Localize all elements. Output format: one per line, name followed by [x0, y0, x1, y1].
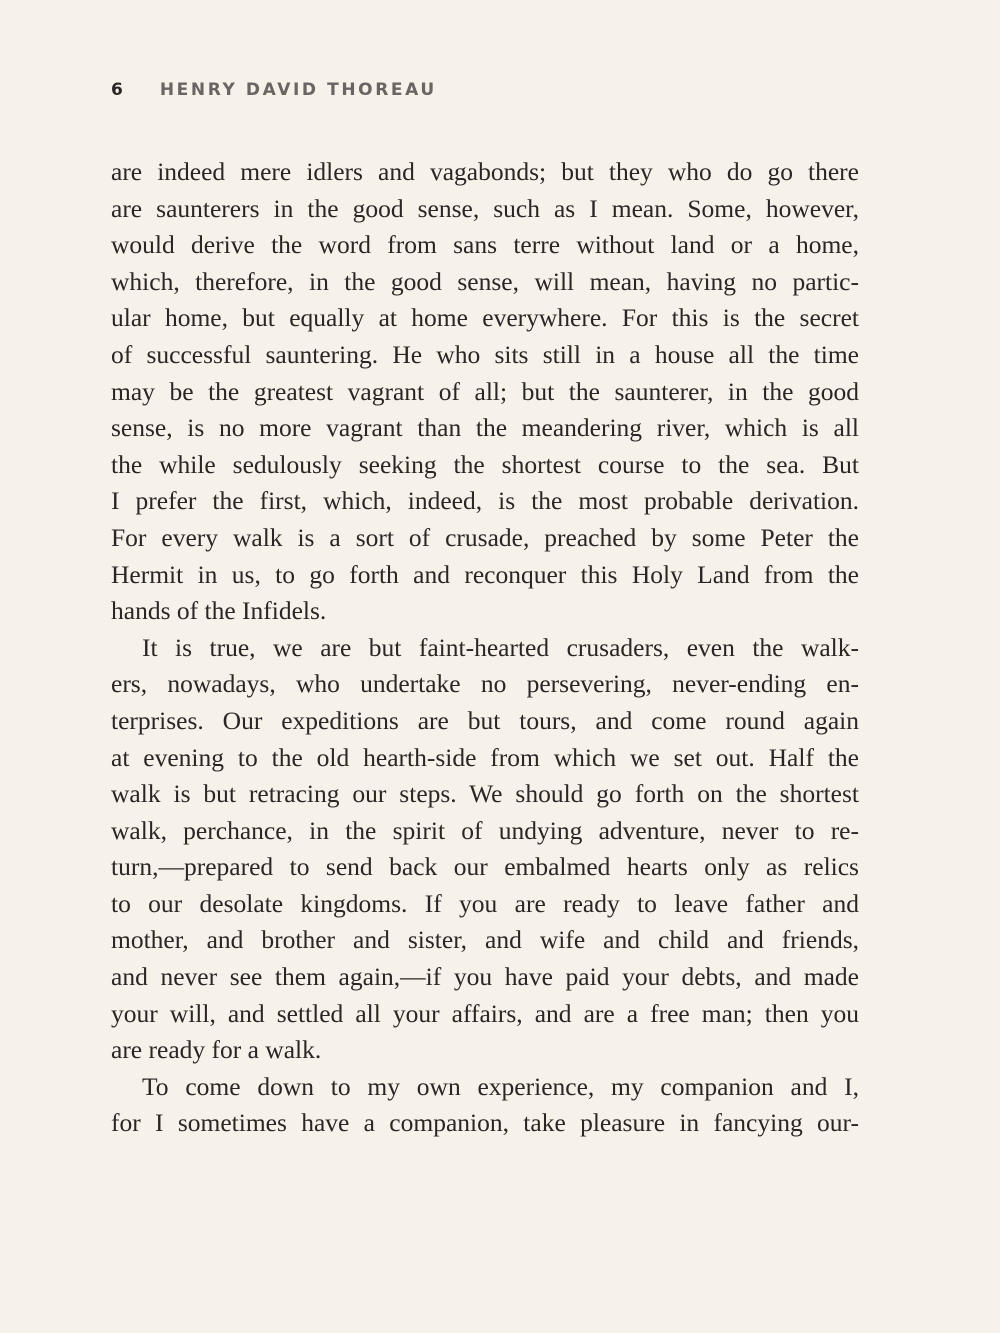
running-head-author: HENRY DAVID THOREAU	[159, 80, 437, 100]
text-line: and never see them again,—if you have paid your debts, and made	[111, 962, 859, 992]
page-number: 6	[111, 80, 123, 100]
text-line: may be the greatest vagrant of all; but the saunterer, in the good	[111, 376, 859, 406]
text-line: For every walk is a sort of crusade, preached by some Peter the	[111, 522, 859, 552]
text-line: walk is but retracing our steps. We should go forth on the shortest	[111, 779, 859, 809]
text-line: which, therefore, in the good sense, will mean, having no partic-	[111, 266, 859, 296]
text-line: turn,—prepared to send back our embalmed hearts only as relics	[111, 852, 859, 882]
book-page	[111, 80, 859, 1142]
text-line: are indeed mere idlers and vagabonds; but they who do go there	[111, 157, 859, 186]
paragraph-1	[111, 154, 859, 630]
text-line: are saunterers in the good sense, such as I mean. Some, however,	[111, 193, 859, 223]
paragraph-3	[111, 1069, 859, 1142]
text-line: terprises. Our expeditions are but tours, and come round again	[111, 705, 859, 735]
body-text	[111, 154, 859, 1142]
paragraph-2	[111, 630, 859, 1069]
text-line: of successful sauntering. He who sits still in a house all the time	[111, 339, 859, 369]
text-line: for I sometimes have a companion, take pleasure in fancying our-	[111, 1108, 859, 1138]
running-head	[111, 80, 859, 110]
text-line: mother, and brother and sister, and wife and child and friends,	[111, 925, 859, 955]
text-line: It is true, we are but faint-hearted crusaders, even the walk-	[142, 632, 859, 662]
text-line: I prefer the first, which, indeed, is the most probable derivation.	[111, 486, 859, 516]
text-line: ular home, but equally at home everywhere. For this is the secret	[111, 303, 859, 333]
text-line: at evening to the old hearth-side from which we set out. Half the	[111, 742, 859, 772]
text-line: are ready for a walk.	[111, 1035, 322, 1065]
text-line: hands of the Infidels.	[111, 596, 327, 626]
text-line: Hermit in us, to go forth and reconquer this Holy Land from the	[111, 559, 859, 589]
text-line: to our desolate kingdoms. If you are ready to leave father and	[111, 888, 859, 918]
text-line: walk, perchance, in the spirit of undying adventure, never to re-	[111, 815, 859, 845]
text-line: the while sedulously seeking the shortest course to the sea. But	[111, 449, 859, 479]
text-line: ers, nowadays, who undertake no persevering, never-ending en-	[111, 669, 859, 699]
text-line: would derive the word from sans terre without land or a home,	[111, 230, 859, 260]
text-line: sense, is no more vagrant than the meandering river, which is all	[111, 413, 859, 443]
text-line: To come down to my own experience, my companion and I,	[142, 1071, 859, 1101]
text-line: your will, and settled all your affairs, and are a free man; then you	[111, 998, 859, 1028]
